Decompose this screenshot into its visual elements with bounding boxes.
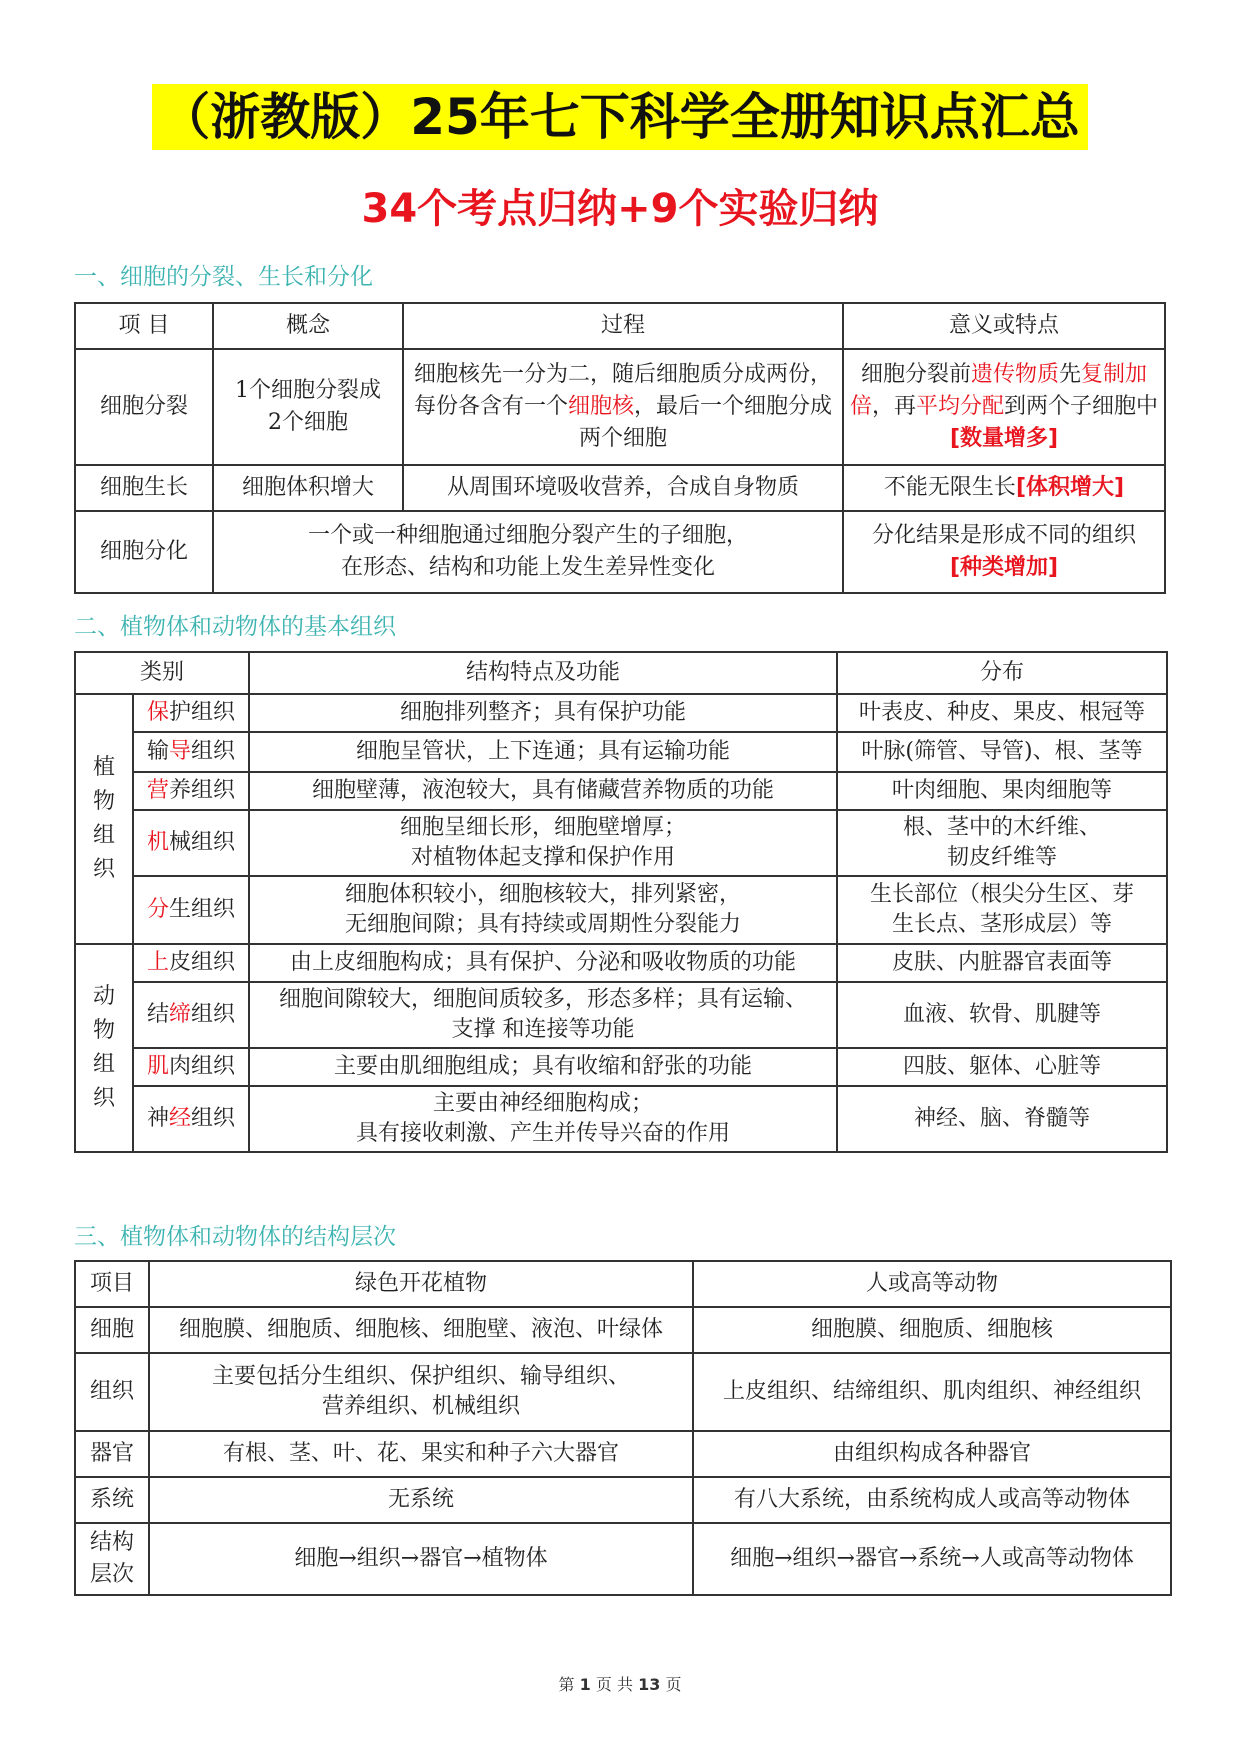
item-cell: 细胞生长	[75, 465, 213, 511]
text-line: 由上皮细胞构成；具有保护、分泌和吸收物质的功能	[290, 950, 797, 975]
text-span: 肉组织	[169, 1054, 236, 1079]
table-row	[75, 1353, 1171, 1431]
text-span: 械组织	[169, 830, 236, 855]
text-line: 叶脉(筛管、导管)、根、茎等	[861, 739, 1143, 764]
tissue-name-cell	[133, 944, 249, 982]
highlight-text: 遗传物质	[970, 362, 1059, 387]
text-line: 上皮组织、结缔组织、肌肉组织、神经组织	[722, 1379, 1141, 1404]
text-line: 有八大系统，由系统构成人或高等动物体	[733, 1487, 1130, 1512]
text-line: 细胞→组织→器官→植物体	[294, 1546, 548, 1571]
text-span: ，再	[871, 394, 916, 419]
concept-cell: 细胞体积增大	[213, 465, 403, 511]
text-line: 2个细胞	[268, 410, 348, 435]
item-cell	[75, 1431, 149, 1477]
table-row	[75, 1048, 1167, 1086]
distribution-cell	[837, 732, 1167, 772]
page-subtitle: 34个考点归纳+9个实验归纳	[361, 186, 879, 232]
text-line: 无细胞间隙；具有持续或周期性分裂能力	[345, 912, 742, 937]
concept-process-cell	[213, 511, 843, 593]
process-cell	[403, 349, 843, 465]
table-row	[75, 1477, 1171, 1523]
highlight-text: 平均分配	[916, 394, 1005, 419]
highlight-tag: [数量增多]	[949, 426, 1059, 451]
plant-cell	[149, 1431, 693, 1477]
text-line: 支撑 和连接等功能	[451, 1017, 635, 1042]
plant-cell	[149, 1353, 693, 1431]
text-line: 在形态、结构和功能上发生差异性变化	[340, 555, 715, 580]
plant-cell	[149, 1523, 693, 1595]
text-span: 组织	[191, 1106, 236, 1131]
function-cell	[249, 1086, 837, 1152]
text-line: 细胞→组织→器官→系统→人或高等动物体	[730, 1546, 1134, 1571]
function-cell	[249, 982, 837, 1048]
table-row	[75, 944, 1167, 982]
distribution-cell	[837, 772, 1167, 810]
group-label-char: 物	[92, 789, 115, 814]
meaning-cell	[843, 511, 1165, 593]
text-span: 不能无限生长	[883, 475, 1016, 500]
text-line: 皮肤、内脏器官表面等	[892, 950, 1113, 975]
highlight-char: 缔	[169, 1002, 192, 1027]
text-line: 血液、软骨、肌腱等	[903, 1002, 1102, 1027]
text-line: 四肢、躯体、心脏等	[903, 1054, 1102, 1079]
text-line: 有根、茎、叶、花、果实和种子六大器官	[222, 1441, 619, 1466]
table-row	[75, 694, 1167, 732]
meaning-cell	[843, 349, 1165, 465]
text-span: 养组织	[169, 778, 236, 803]
distribution-cell	[837, 694, 1167, 732]
text-line: 器官	[89, 1441, 134, 1466]
distribution-cell	[837, 982, 1167, 1048]
text-span: 护组织	[169, 700, 236, 725]
meaning-cell	[843, 465, 1165, 511]
distribution-cell	[837, 810, 1167, 876]
text-line: 1个细胞分裂成	[235, 378, 381, 403]
tissue-name-cell	[133, 694, 249, 732]
group-label-char: 组	[92, 1052, 115, 1077]
group-label-char: 物	[92, 1018, 115, 1043]
text-span: 生组织	[169, 897, 236, 922]
tissue-name-cell	[133, 810, 249, 876]
text-line: 分化结果是形成不同的组织	[871, 523, 1136, 548]
text-span: 组织	[191, 1002, 236, 1027]
header-cell: 人或高等动物	[693, 1261, 1171, 1307]
function-cell	[249, 944, 837, 982]
header-cell: 项 目	[75, 303, 213, 349]
text-span: 组织	[191, 739, 236, 764]
page-footer	[0, 1672, 1240, 1695]
text-line: 细胞呈细长形，细胞壁增厚；	[400, 815, 687, 840]
process-cell: 从周围环境吸收营养，合成自身物质	[403, 465, 843, 511]
table-row	[75, 982, 1167, 1048]
tissue-name-cell	[133, 876, 249, 944]
table-header-row	[75, 303, 1165, 349]
plant-group-label	[75, 694, 133, 944]
highlight-text: 复制加倍	[849, 362, 1148, 419]
text-line: 营养组织、机械组织	[321, 1394, 520, 1419]
text-line: 主要包括分生组织、保护组织、输导组织、	[211, 1364, 630, 1389]
text-line: 生长部位（根尖分生区、芽	[870, 882, 1135, 907]
header-cell: 类别	[75, 652, 249, 694]
tissue-name-cell	[133, 1048, 249, 1086]
tissue-name-cell	[133, 732, 249, 772]
distribution-cell	[837, 1086, 1167, 1152]
tissue-name-cell	[133, 982, 249, 1048]
header-cell: 意义或特点	[843, 303, 1165, 349]
header-cell: 概念	[213, 303, 403, 349]
text-span: 输	[146, 739, 169, 764]
distribution-cell	[837, 944, 1167, 982]
text-line: 细胞排列整齐；具有保护功能	[400, 700, 687, 725]
cell-division-table	[74, 302, 1166, 594]
section-2-heading: 二、植物体和动物体的基本组织	[74, 614, 396, 640]
highlight-char: 机	[146, 830, 169, 855]
text-line: 结构	[89, 1530, 134, 1555]
plant-cell	[149, 1477, 693, 1523]
header-cell: 分布	[837, 652, 1167, 694]
text-line: 层次	[89, 1562, 134, 1587]
text-line: 叶表皮、种皮、果皮、根冠等	[859, 700, 1146, 725]
text-line: 主要由神经细胞构成；	[433, 1091, 654, 1116]
section-3-heading: 三、植物体和动物体的结构层次	[74, 1224, 396, 1250]
highlight-tag: [种类增加]	[949, 555, 1059, 580]
animal-cell	[693, 1353, 1171, 1431]
header-cell: 结构特点及功能	[249, 652, 837, 694]
table-row	[75, 732, 1167, 772]
table-row	[75, 772, 1167, 810]
page-total: 13	[638, 1675, 661, 1694]
text-line: 细胞膜、细胞质、细胞核	[810, 1317, 1053, 1342]
animal-cell	[693, 1431, 1171, 1477]
tissue-name-cell	[133, 772, 249, 810]
item-cell	[75, 1353, 149, 1431]
footer-text: 页	[665, 1675, 682, 1694]
highlight-char: 上	[146, 950, 169, 975]
item-cell: 细胞分裂	[75, 349, 213, 465]
table-header-row	[75, 1261, 1171, 1307]
text-line: 生长点、茎形成层）等	[892, 912, 1113, 937]
title-wrap	[0, 84, 1240, 150]
highlight-char: 经	[169, 1106, 192, 1131]
text-line: 组织	[89, 1379, 134, 1404]
footer-text: 页 共	[595, 1675, 633, 1694]
text-span: 到两个子细胞中	[1004, 394, 1159, 419]
table-row	[75, 465, 1165, 511]
text-line: 细胞膜、细胞质、细胞核、细胞壁、液泡、叶绿体	[178, 1317, 663, 1342]
highlight-char: 导	[169, 739, 192, 764]
table-row	[75, 876, 1167, 944]
animal-cell	[693, 1307, 1171, 1353]
structure-levels-table	[74, 1260, 1172, 1596]
group-label-char: 动	[92, 984, 115, 1009]
table-row	[75, 1523, 1171, 1595]
tissue-table	[74, 651, 1168, 1153]
item-cell	[75, 1477, 149, 1523]
page-number: 1	[579, 1675, 591, 1694]
table-row	[75, 349, 1165, 465]
table-row	[75, 810, 1167, 876]
distribution-cell	[837, 1048, 1167, 1086]
text-span: 细胞核先一分为二，随后细胞质分成两份，每份各含有一个	[413, 362, 832, 419]
text-span: 皮组织	[169, 950, 236, 975]
animal-cell	[693, 1523, 1171, 1595]
header-cell: 绿色开花植物	[149, 1261, 693, 1307]
table-row	[75, 1431, 1171, 1477]
text-line: 细胞体积较小，细胞核较大，排列紧密，	[345, 882, 742, 907]
animal-group-label	[75, 944, 133, 1152]
highlight-char: 营	[146, 778, 169, 803]
page-title: （浙教版）25年七下科学全册知识点汇总	[152, 84, 1088, 150]
table-row	[75, 511, 1165, 593]
text-span: 先	[1059, 362, 1082, 387]
text-line: 叶肉细胞、果肉细胞等	[892, 778, 1113, 803]
table-row	[75, 1307, 1171, 1353]
section-1-heading: 一、细胞的分裂、生长和分化	[74, 264, 373, 290]
tissue-name-cell	[133, 1086, 249, 1152]
highlight-char: 分	[146, 897, 169, 922]
animal-cell	[693, 1477, 1171, 1523]
text-line: 主要由肌细胞组成；具有收缩和舒张的功能	[334, 1054, 753, 1079]
group-label-char: 织	[92, 857, 115, 882]
table-header-row	[75, 652, 1167, 694]
text-line: 细胞壁薄，液泡较大，具有储藏营养物质的功能	[312, 778, 775, 803]
item-cell	[75, 1523, 149, 1595]
header-cell: 项目	[75, 1261, 149, 1307]
function-cell	[249, 732, 837, 772]
group-label-char: 组	[92, 823, 115, 848]
text-line: 具有接收刺激、产生并传导兴奋的作用	[356, 1121, 731, 1146]
text-line: 细胞间隙较大，细胞间质较多，形态多样；具有运输、	[279, 987, 808, 1012]
text-line: 细胞呈管状，上下连通；具有运输功能	[356, 739, 731, 764]
item-cell: 细胞分化	[75, 511, 213, 593]
text-line: 一个或一种细胞通过细胞分裂产生的子细胞，	[307, 523, 748, 548]
text-line: 韧皮纤维等	[947, 845, 1058, 870]
header-cell: 过程	[403, 303, 843, 349]
group-label-char: 织	[92, 1086, 115, 1111]
function-cell	[249, 772, 837, 810]
highlight-tag: [体积增大]	[1015, 475, 1125, 500]
text-line: 根、茎中的木纤维、	[903, 815, 1102, 840]
text-span: ，最后一个细胞分成两个细胞	[578, 394, 833, 451]
group-label-char: 植	[92, 755, 115, 780]
item-cell	[75, 1307, 149, 1353]
text-span: 结	[146, 1002, 169, 1027]
text-line: 细胞	[89, 1317, 134, 1342]
table-row	[75, 1086, 1167, 1152]
plant-cell	[149, 1307, 693, 1353]
text-line: 系统	[89, 1487, 134, 1512]
highlight-char: 保	[146, 700, 169, 725]
text-span: 细胞分裂前	[860, 362, 971, 387]
text-line: 对植物体起支撑和保护作用	[411, 845, 676, 870]
highlight-char: 肌	[146, 1054, 169, 1079]
distribution-cell	[837, 876, 1167, 944]
concept-cell	[213, 349, 403, 465]
text-line: 无系统	[387, 1487, 454, 1512]
highlight-text: 细胞核	[567, 394, 634, 419]
function-cell	[249, 876, 837, 944]
text-line: 由组织构成各种器官	[832, 1441, 1031, 1466]
footer-text: 第	[558, 1675, 575, 1694]
function-cell	[249, 810, 837, 876]
text-line: 神经、脑、脊髓等	[914, 1106, 1091, 1131]
function-cell	[249, 1048, 837, 1086]
function-cell	[249, 694, 837, 732]
text-span: 神	[146, 1106, 169, 1131]
